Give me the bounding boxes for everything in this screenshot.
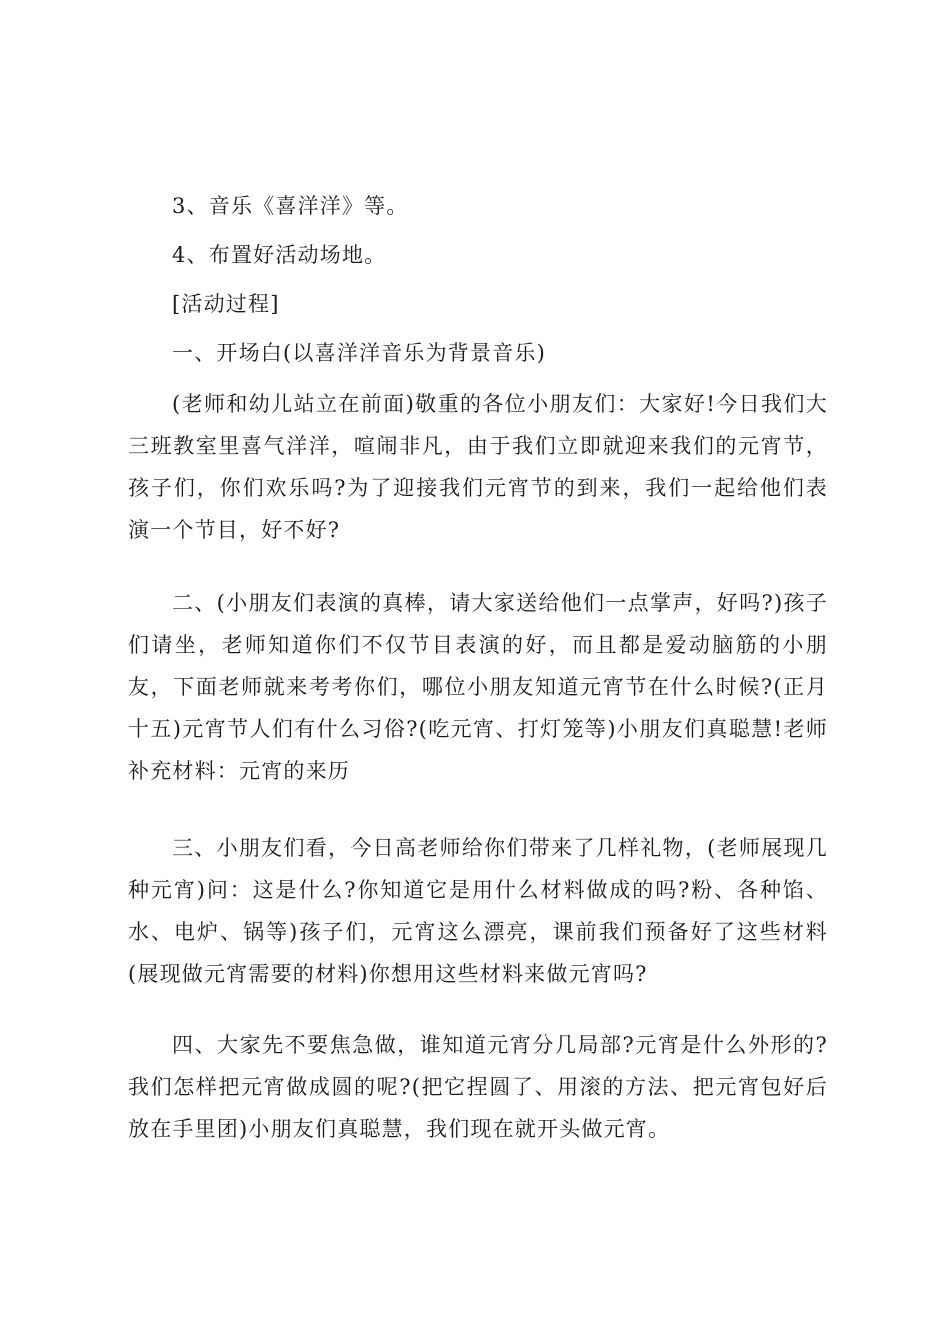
paragraph-step-4: 四、大家先不要焦急做，谁知道元宵分几局部?元宵是什么外形的?我们怎样把元宵做成圆的呢?(把它捏圆了、用滚的方法、把元宵包好后放在手里团)小朋友们真聪慧，我们现在就开头做元宵。 bbox=[128, 1033, 828, 1141]
paragraph-materials-music: 3、音乐《喜洋洋》等。 bbox=[172, 194, 409, 218]
paragraph-step-3: 三、小朋友们看，今日高老师给你们带来了几样礼物，(老师展现几种元宵)问：这是什么?你知道它是用什么材料做成的吗?粉、各种馅、水、电炉、锅等)孩子们，元宵这么漂亮，课前我们预备好了这些材料(展现做元宵需要的材料)你想用这些材料来做元宵吗? bbox=[128, 836, 828, 986]
paragraph-opening-speech: (老师和幼儿站立在前面)敬重的各位小朋友们：大家好!今日我们大三班教室里喜气洋洋，喧闹非凡，由于我们立即就迎来我们的元宵节，孩子们，你们欢乐吗?为了迎接我们元宵节的到来，我们一起给他们表演一个节目，好不好? bbox=[128, 392, 828, 542]
paragraph-step-2: 二、(小朋友们表演的真棒，请大家送给他们一点掌声，好吗?)孩子们请坐，老师知道你们不仅节目表演的好，而且都是爱动脑筋的小朋友，下面老师就来考考你们，哪位小朋友知道元宵节在什么时候?(正月十五)元宵节人们有什么习俗?(吃元宵、打灯笼等)小朋友们真聪慧!老师补充材料：元宵的来历 bbox=[128, 591, 828, 783]
section-heading-activity-process: [活动过程] bbox=[172, 292, 280, 316]
paragraph-materials-venue: 4、布置好活动场地。 bbox=[172, 243, 387, 267]
paragraph-step-1-title: 一、开场白(以喜洋洋音乐为背景音乐) bbox=[172, 341, 546, 365]
